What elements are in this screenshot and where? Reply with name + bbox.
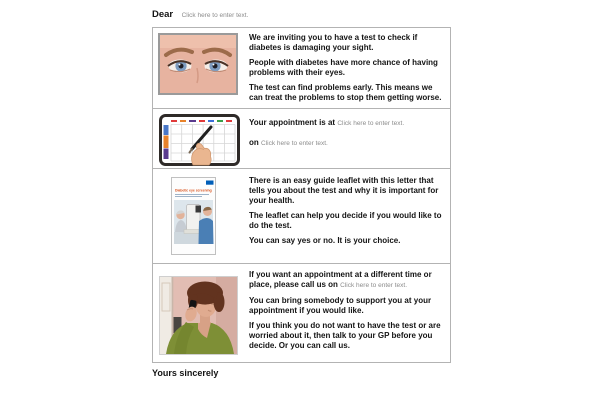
appointment-time-line — [249, 118, 445, 129]
appointment-date-placeholder[interactable]: Click here to enter text. — [261, 140, 328, 147]
phone-photo — [159, 276, 238, 355]
body-paragraph: You can bring somebody to support you at your appointment if you would like. — [249, 296, 432, 315]
body-paragraph: There is an easy guide leaflet with this letter that tells you about the test and why it is important for your health. — [249, 176, 439, 205]
body-paragraph: The leaflet can help you decide if you would like to do the test. — [249, 211, 442, 230]
appointment-date-line — [249, 138, 445, 149]
row-contact-text — [249, 264, 450, 362]
body-paragraph: If you think you do not want to have the test or are worried about it, then talk to your GP before you decide. Or you can call us. — [249, 321, 441, 350]
salutation-label: Dear — [152, 9, 174, 20]
appointment-time-placeholder[interactable]: Click here to enter text. — [337, 120, 405, 127]
appointment-date-label: on — [249, 138, 259, 147]
call-us-label: If you want an appointment at a different time or place, please call us on — [249, 270, 432, 289]
row-contact-image-cell — [153, 264, 249, 362]
row-invitation-text — [249, 28, 450, 108]
eyes-photo — [158, 33, 238, 95]
row-appointment — [153, 108, 450, 168]
appointment-time-label: Your appointment is at — [249, 118, 336, 127]
leaflet-title: Diabetic eye screening — [175, 188, 212, 193]
salutation-line — [152, 4, 248, 22]
body-paragraph: You can say yes or no. It is your choice. — [249, 236, 401, 245]
leaflet-photo — [171, 177, 216, 255]
row-leaflet-image-cell — [153, 169, 249, 263]
row-contact — [153, 263, 450, 362]
call-us-line — [249, 270, 445, 291]
body-paragraph: The test can find problems early. This means we can treat the problems to stop them getting worse. — [249, 83, 442, 102]
row-appointment-text — [249, 109, 450, 168]
body-paragraph: People with diabetes have more chance of having problems with their eyes. — [249, 58, 438, 77]
phone-number-placeholder[interactable]: Click here to enter text. — [340, 282, 408, 289]
calendar-photo — [159, 114, 240, 166]
closing-label: Yours sincerely — [152, 368, 219, 378]
row-invitation-image-cell — [153, 28, 249, 108]
row-leaflet-text — [249, 169, 450, 263]
row-leaflet — [153, 168, 450, 263]
body-paragraph: We are inviting you to have a test to check if diabetes is damaging your sight. — [249, 33, 418, 52]
letter-table — [152, 27, 451, 363]
row-invitation — [153, 28, 450, 108]
recipient-name-placeholder[interactable]: Click here to enter text. — [181, 12, 249, 19]
row-appointment-image-cell — [153, 109, 249, 168]
